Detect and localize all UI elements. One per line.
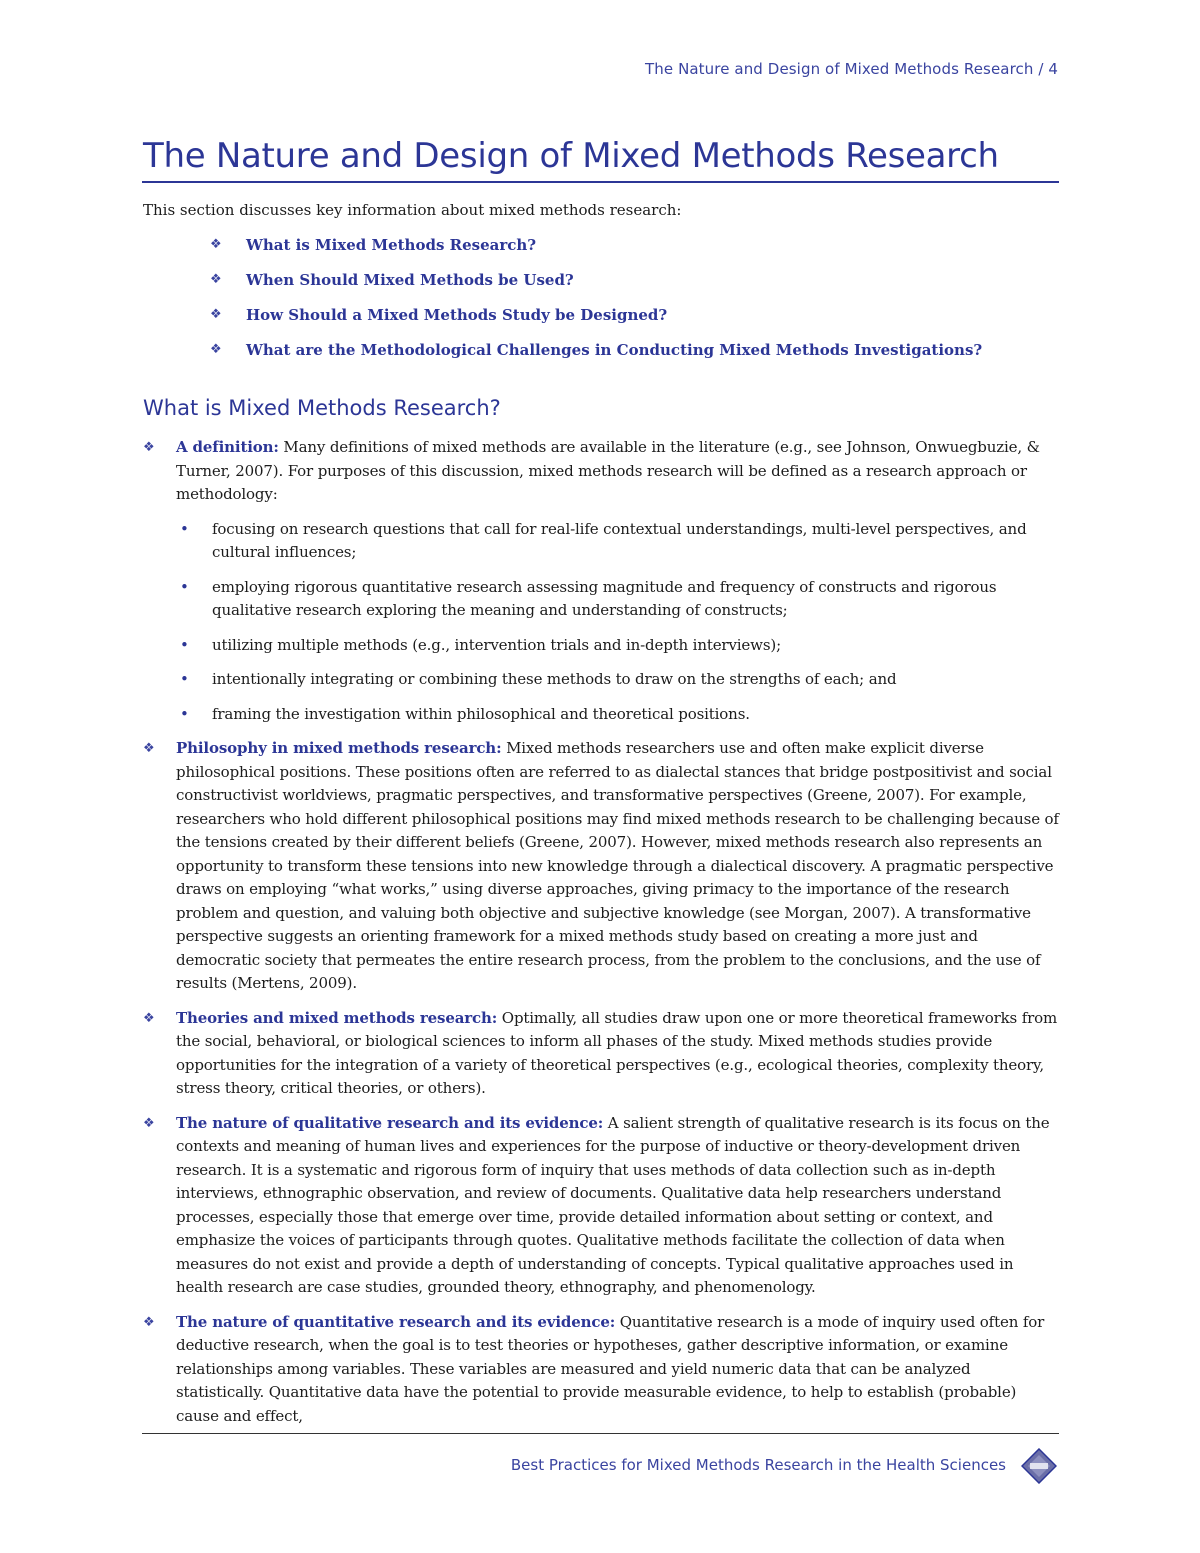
bullet-icon: • (180, 704, 189, 723)
footer-rule (142, 1433, 1059, 1434)
nih-obssr-logo-icon (1021, 1448, 1057, 1484)
diamond-bullet-icon: ❖ (210, 307, 222, 322)
section-heading: What is Mixed Methods Research? (143, 396, 501, 420)
page-title: The Nature and Design of Mixed Methods Research (143, 136, 999, 176)
list-item-text: framing the investigation within philosophical and theoretical positions. (212, 704, 750, 723)
item-text: Many definitions of mixed methods are available in the literature (e.g., see Johnson, Onwuegbuzie, & Turner, 2007). For purposes of this discussion, mixed methods research will be defined as a research approach or methodology: (176, 438, 1040, 503)
list-item (176, 518, 1063, 565)
item-lead: Theories and mixed methods research: (176, 1008, 498, 1027)
bullet-icon: • (180, 577, 189, 596)
section-body (143, 436, 1063, 1439)
running-header: The Nature and Design of Mixed Methods Research / 4 (645, 60, 1058, 78)
intro-text: This section discusses key information about mixed methods research: (143, 201, 682, 219)
bullet-icon: • (180, 670, 189, 688)
diamond-bullet-icon: ❖ (143, 741, 155, 756)
list-item (176, 576, 1063, 623)
diamond-bullet-icon: ❖ (143, 1010, 155, 1026)
toc-link[interactable]: What is Mixed Methods Research? (246, 236, 537, 254)
list-item-text: employing rigorous quantitative research assessing magnitude and frequency of constructs and rigorous qualitative research exploring the meaning and understanding of constructs; (212, 577, 997, 619)
toc-link[interactable]: When Should Mixed Methods be Used? (246, 271, 574, 289)
footer-text: Best Practices for Mixed Methods Research in the Health Sciences (510, 1456, 1006, 1474)
diamond-bullet-icon: ❖ (210, 237, 222, 252)
list-item (176, 668, 1063, 692)
qualitative-item (143, 1112, 1063, 1300)
quantitative-item (143, 1311, 1063, 1429)
toc-item[interactable] (210, 270, 982, 305)
item-lead: The nature of quantitative research and its evidence: (176, 1312, 616, 1331)
list-item-text: focusing on research questions that call for real-life contextual understandings, multi-level perspectives, and cultural influences; (212, 519, 1027, 561)
toc-item[interactable] (210, 305, 982, 340)
toc-link[interactable]: How Should a Mixed Methods Study be Designed? (246, 306, 668, 324)
diamond-bullet-icon: ❖ (143, 1115, 155, 1131)
bullet-icon: • (180, 635, 189, 654)
list-item (176, 703, 1063, 727)
toc-item[interactable] (210, 235, 982, 270)
item-text: Quantitative research is a mode of inquiry used often for deductive research, when the goal is to test theories or hypotheses, gather descriptive information, or examine relationships among variables. These variables are measured and yield numeric data that can be analyzed statistically. Quantitative data have the potential to provide measurable evidence, to help to establish (probable) cause and effect, (176, 1312, 1045, 1425)
definition-item (143, 436, 1063, 726)
item-lead: Philosophy in mixed methods research: (176, 739, 502, 757)
diamond-bullet-icon: ❖ (210, 272, 222, 287)
item-lead: The nature of qualitative research and its evidence: (176, 1113, 604, 1132)
list-item (176, 634, 1063, 658)
diamond-bullet-icon: ❖ (143, 1314, 155, 1330)
list-item-text: intentionally integrating or combining these methods to draw on the strengths of each; and (212, 670, 897, 688)
title-rule (142, 181, 1059, 183)
theories-item (143, 1007, 1063, 1101)
item-lead: A definition: (176, 438, 279, 456)
bullet-icon: • (180, 519, 189, 538)
toc-link[interactable]: What are the Methodological Challenges in Conducting Mixed Methods Investigations? (246, 341, 983, 359)
list-item-text: utilizing multiple methods (e.g., intervention trials and in-depth interviews); (212, 635, 781, 654)
toc-item[interactable] (210, 340, 982, 375)
section-toc (210, 235, 982, 375)
diamond-bullet-icon: ❖ (143, 440, 155, 455)
definition-sublist (176, 518, 1063, 727)
item-text: A salient strength of qualitative research is its focus on the contexts and meaning of human lives and experiences for the purpose of inductive or theory-development driven research. It is a systematic and rigorous form of inquiry that uses methods of data collection such as in-depth interviews, ethnographic observation, and review of documents. Qualitative data help researchers understand processes, especially those that emerge over time, provide detailed information about setting or context, and emphasize the voices of participants through quotes. Qualitative methods facilitate the collection of data when measures do not exist and provide a depth of understanding of concepts. Typical qualitative approaches used in health research are case studies, grounded theory, ethnography, and phenomenology. (176, 1113, 1050, 1296)
diamond-bullet-icon: ❖ (210, 342, 222, 357)
philosophy-item (143, 737, 1063, 996)
item-text: Optimally, all studies draw upon one or more theoretical frameworks from the social, behavioral, or biological sciences to inform all phases of the study. Mixed methods studies provide opportunities for the integration of a variety of theoretical perspectives (e.g., ecological theories, complexity theory, stress theory, critical theories, or others). (176, 1008, 1058, 1097)
item-text: Mixed methods researchers use and often make explicit diverse philosophical positions. These positions often are referred to as dialectal stances that bridge postpositivist and social constructivist worldviews, pragmatic perspectives, and transformative perspectives (Greene, 2007). For example, researchers who hold different philosophical positions may find mixed methods research to be challenging because of the tensions created by their different beliefs (Greene, 2007). However, mixed methods research also represents an opportunity to transform these tensions into new knowledge through a dialectical discovery. A pragmatic perspective draws on employing “what works,” using diverse approaches, giving primacy to the importance of the research problem and question, and valuing both objective and subjective knowledge (see Morgan, 2007). A transformative perspective suggests an orienting framework for a mixed methods study based on creating a more just and democratic society that permeates the entire research process, from the problem to the conclusions, and the use of results (Mertens, 2009). (176, 739, 1059, 992)
